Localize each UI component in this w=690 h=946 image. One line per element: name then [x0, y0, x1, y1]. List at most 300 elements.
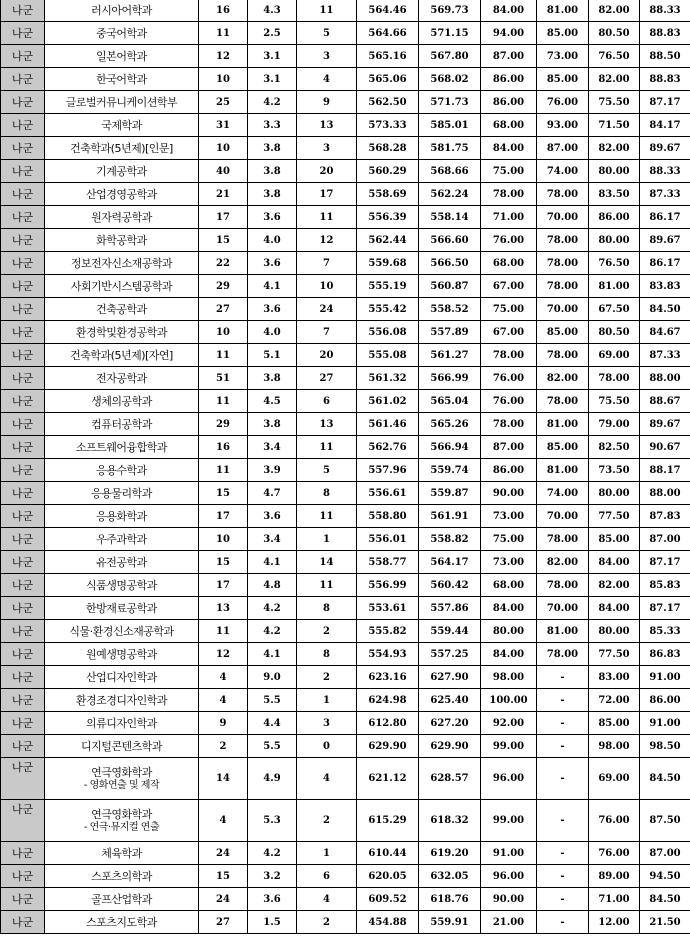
table-row	[1, 413, 690, 436]
group-cell: 나군	[1, 0, 45, 22]
value-cell-c8: 69.00	[589, 758, 640, 800]
value-cell-c4: 562.50	[357, 91, 419, 114]
value-cell-c1: 40	[199, 160, 248, 183]
department-name: 식품생명공학과	[86, 578, 157, 592]
value-cell-c4: 555.19	[357, 275, 419, 298]
value-cell-c3: 2	[297, 666, 357, 689]
value-cell-c5: 619.20	[419, 842, 481, 865]
department-cell	[45, 551, 199, 574]
department-cell	[45, 367, 199, 390]
value-cell-c9: 88.83	[640, 22, 690, 45]
value-cell-c3: 17	[297, 183, 357, 206]
value-cell-c8: 69.00	[589, 344, 640, 367]
group-cell: 나군	[1, 482, 45, 505]
department-cell	[45, 888, 199, 911]
value-cell-c6: 86.00	[481, 91, 537, 114]
value-cell-c6: 78.00	[481, 344, 537, 367]
value-cell-c5: 561.91	[419, 505, 481, 528]
value-cell-c4: 557.96	[357, 459, 419, 482]
value-cell-c1: 27	[199, 298, 248, 321]
department-name: 스포츠의학과	[91, 869, 152, 883]
value-cell-c2: 2.5	[248, 22, 297, 45]
value-cell-c8: 76.50	[589, 45, 640, 68]
value-cell-c9: 87.17	[640, 597, 690, 620]
department-name: 러시아어학과	[91, 3, 152, 17]
value-cell-c2: 4.5	[248, 390, 297, 413]
value-cell-c1: 22	[199, 252, 248, 275]
value-cell-c9: 89.67	[640, 229, 690, 252]
value-cell-c5: 559.87	[419, 482, 481, 505]
value-cell-c3: 12	[297, 229, 357, 252]
department-name: 사회기반시스템공학과	[70, 279, 173, 293]
group-cell: 나군	[1, 842, 45, 865]
value-cell-c3: 10	[297, 275, 357, 298]
value-cell-c6: 76.00	[481, 390, 537, 413]
value-cell-c3: 6	[297, 865, 357, 888]
value-cell-c1: 11	[199, 344, 248, 367]
table-row	[1, 344, 690, 367]
value-cell-c1: 17	[199, 206, 248, 229]
department-name: 식물·환경신소재공학과	[69, 624, 174, 638]
value-cell-c4: 554.93	[357, 643, 419, 666]
value-cell-c6: 68.00	[481, 114, 537, 137]
value-cell-c8: 77.50	[589, 505, 640, 528]
department-name: 산업디자인학과	[86, 670, 157, 684]
value-cell-c1: 14	[199, 758, 248, 800]
value-cell-c3: 11	[297, 574, 357, 597]
value-cell-c5: 564.17	[419, 551, 481, 574]
value-cell-c7: 78.00	[537, 183, 589, 206]
value-cell-c1: 10	[199, 321, 248, 344]
value-cell-c8: 78.00	[589, 367, 640, 390]
value-cell-c7: -	[537, 712, 589, 735]
value-cell-c9: 90.67	[640, 436, 690, 459]
group-cell: 나군	[1, 137, 45, 160]
department-name: 중국어학과	[96, 26, 147, 40]
value-cell-c2: 3.6	[248, 888, 297, 911]
department-cell	[45, 505, 199, 528]
value-cell-c9: 87.17	[640, 551, 690, 574]
value-cell-c1: 15	[199, 482, 248, 505]
department-track: - 영화연출 및 제작	[83, 779, 160, 791]
value-cell-c7: 74.00	[537, 160, 589, 183]
value-cell-c3: 1	[297, 689, 357, 712]
value-cell-c5: 557.25	[419, 643, 481, 666]
value-cell-c8: 75.50	[589, 91, 640, 114]
value-cell-c8: 83.00	[589, 666, 640, 689]
value-cell-c4: 559.68	[357, 252, 419, 275]
value-cell-c5: 569.73	[419, 0, 481, 22]
value-cell-c8: 71.50	[589, 114, 640, 137]
value-cell-c2: 3.6	[248, 298, 297, 321]
department-cell	[45, 459, 199, 482]
value-cell-c3: 24	[297, 298, 357, 321]
department-cell	[45, 800, 199, 842]
department-name: 산업경영공학과	[86, 187, 157, 201]
table-row	[1, 390, 690, 413]
value-cell-c9: 85.83	[640, 574, 690, 597]
value-cell-c4: 553.61	[357, 597, 419, 620]
value-cell-c8: 80.00	[589, 229, 640, 252]
group-cell: 나군	[1, 551, 45, 574]
group-cell: 나군	[1, 413, 45, 436]
group-cell: 나군	[1, 183, 45, 206]
department-name: 응용수학과	[96, 463, 147, 477]
value-cell-c2: 9.0	[248, 666, 297, 689]
value-cell-c5: 562.24	[419, 183, 481, 206]
value-cell-c2: 4.0	[248, 229, 297, 252]
value-cell-c9: 86.83	[640, 643, 690, 666]
department-cell	[45, 229, 199, 252]
value-cell-c3: 5	[297, 22, 357, 45]
value-cell-c3: 8	[297, 482, 357, 505]
department-cell	[45, 252, 199, 275]
value-cell-c3: 1	[297, 528, 357, 551]
value-cell-c3: 8	[297, 643, 357, 666]
value-cell-c9: 98.50	[640, 735, 690, 758]
value-cell-c3: 20	[297, 160, 357, 183]
value-cell-c9: 87.17	[640, 91, 690, 114]
value-cell-c2: 3.6	[248, 206, 297, 229]
department-track: - 연극·뮤지컬 연출	[83, 821, 160, 833]
value-cell-c3: 11	[297, 436, 357, 459]
value-cell-c6: 92.00	[481, 712, 537, 735]
value-cell-c1: 11	[199, 390, 248, 413]
group-cell: 나군	[1, 911, 45, 934]
value-cell-c9: 89.67	[640, 137, 690, 160]
department-name: 건축학과(5년제)[자연]	[70, 348, 173, 362]
value-cell-c4: 612.80	[357, 712, 419, 735]
value-cell-c8: 76.00	[589, 842, 640, 865]
value-cell-c1: 15	[199, 865, 248, 888]
department-name: 연극영화학과	[91, 765, 152, 779]
value-cell-c9: 91.00	[640, 666, 690, 689]
department-name: 한국어학과	[96, 72, 147, 86]
value-cell-c6: 90.00	[481, 888, 537, 911]
department-cell	[45, 0, 199, 22]
value-cell-c5: 558.52	[419, 298, 481, 321]
value-cell-c8: 72.00	[589, 689, 640, 712]
value-cell-c6: 76.00	[481, 367, 537, 390]
value-cell-c5: 557.89	[419, 321, 481, 344]
value-cell-c5: 559.74	[419, 459, 481, 482]
value-cell-c9: 88.00	[640, 482, 690, 505]
department-name: 일본어학과	[96, 49, 147, 63]
value-cell-c8: 12.00	[589, 911, 640, 934]
value-cell-c3: 5	[297, 459, 357, 482]
value-cell-c2: 3.6	[248, 505, 297, 528]
table-row	[1, 597, 690, 620]
value-cell-c7: 70.00	[537, 298, 589, 321]
value-cell-c4: 609.52	[357, 888, 419, 911]
group-cell: 나군	[1, 643, 45, 666]
table-row	[1, 275, 690, 298]
value-cell-c2: 5.3	[248, 800, 297, 842]
value-cell-c4: 454.88	[357, 911, 419, 934]
department-cell	[45, 758, 199, 800]
value-cell-c3: 11	[297, 206, 357, 229]
value-cell-c7: -	[537, 689, 589, 712]
table-row	[1, 758, 690, 800]
department-cell	[45, 436, 199, 459]
value-cell-c2: 3.8	[248, 413, 297, 436]
value-cell-c3: 6	[297, 390, 357, 413]
group-cell: 나군	[1, 865, 45, 888]
value-cell-c2: 4.1	[248, 551, 297, 574]
table-row	[1, 321, 690, 344]
value-cell-c9: 84.67	[640, 321, 690, 344]
value-cell-c7: -	[537, 666, 589, 689]
department-name: 건축학과(5년제)[인문]	[70, 141, 173, 155]
table-row	[1, 911, 690, 934]
value-cell-c8: 85.00	[589, 712, 640, 735]
value-cell-c2: 5.1	[248, 344, 297, 367]
value-cell-c3: 3	[297, 137, 357, 160]
value-cell-c8: 71.00	[589, 888, 640, 911]
value-cell-c4: 610.44	[357, 842, 419, 865]
value-cell-c6: 80.00	[481, 620, 537, 643]
value-cell-c6: 98.00	[481, 666, 537, 689]
value-cell-c3: 13	[297, 114, 357, 137]
value-cell-c5: 618.32	[419, 800, 481, 842]
value-cell-c1: 12	[199, 643, 248, 666]
value-cell-c8: 80.00	[589, 482, 640, 505]
value-cell-c3: 2	[297, 911, 357, 934]
value-cell-c1: 24	[199, 888, 248, 911]
value-cell-c6: 21.00	[481, 911, 537, 934]
department-name: 유전공학과	[96, 555, 147, 569]
value-cell-c7: 70.00	[537, 505, 589, 528]
value-cell-c6: 84.00	[481, 0, 537, 22]
value-cell-c3: 11	[297, 0, 357, 22]
department-name: 원예생명공학과	[86, 647, 157, 661]
value-cell-c9: 88.50	[640, 45, 690, 68]
value-cell-c1: 16	[199, 0, 248, 22]
group-cell: 나군	[1, 735, 45, 758]
value-cell-c8: 82.50	[589, 436, 640, 459]
value-cell-c9: 86.17	[640, 252, 690, 275]
table-row	[1, 865, 690, 888]
value-cell-c7: 78.00	[537, 574, 589, 597]
group-cell: 나군	[1, 459, 45, 482]
value-cell-c2: 5.5	[248, 735, 297, 758]
value-cell-c6: 71.00	[481, 206, 537, 229]
value-cell-c7: 76.00	[537, 91, 589, 114]
value-cell-c3: 7	[297, 252, 357, 275]
table-row	[1, 436, 690, 459]
group-cell: 나군	[1, 800, 45, 842]
value-cell-c2: 3.4	[248, 528, 297, 551]
value-cell-c8: 77.50	[589, 643, 640, 666]
value-cell-c1: 16	[199, 436, 248, 459]
value-cell-c1: 24	[199, 842, 248, 865]
value-cell-c2: 3.8	[248, 183, 297, 206]
value-cell-c2: 3.3	[248, 114, 297, 137]
table-row	[1, 183, 690, 206]
value-cell-c5: 561.27	[419, 344, 481, 367]
value-cell-c7: 93.00	[537, 114, 589, 137]
table-row	[1, 252, 690, 275]
value-cell-c4: 620.05	[357, 865, 419, 888]
value-cell-c4: 556.08	[357, 321, 419, 344]
value-cell-c4: 560.29	[357, 160, 419, 183]
value-cell-c7: 78.00	[537, 390, 589, 413]
value-cell-c8: 76.50	[589, 252, 640, 275]
value-cell-c5: 627.20	[419, 712, 481, 735]
value-cell-c9: 87.83	[640, 505, 690, 528]
value-cell-c8: 76.00	[589, 800, 640, 842]
value-cell-c6: 67.00	[481, 275, 537, 298]
value-cell-c5: 566.50	[419, 252, 481, 275]
value-cell-c7: 81.00	[537, 413, 589, 436]
value-cell-c3: 11	[297, 505, 357, 528]
value-cell-c5: 560.42	[419, 574, 481, 597]
value-cell-c7: -	[537, 735, 589, 758]
value-cell-c8: 85.00	[589, 528, 640, 551]
department-name: 화학공학과	[96, 233, 147, 247]
value-cell-c4: 558.77	[357, 551, 419, 574]
department-name: 생체의공학과	[91, 394, 152, 408]
value-cell-c1: 21	[199, 183, 248, 206]
value-cell-c1: 4	[199, 666, 248, 689]
table-row	[1, 666, 690, 689]
group-cell: 나군	[1, 712, 45, 735]
value-cell-c2: 4.1	[248, 643, 297, 666]
group-cell: 나군	[1, 528, 45, 551]
value-cell-c2: 3.4	[248, 436, 297, 459]
table-body	[1, 0, 690, 934]
value-cell-c8: 84.00	[589, 551, 640, 574]
group-cell: 나군	[1, 229, 45, 252]
department-cell	[45, 298, 199, 321]
value-cell-c4: 564.46	[357, 0, 419, 22]
group-cell: 나군	[1, 298, 45, 321]
value-cell-c4: 615.29	[357, 800, 419, 842]
value-cell-c3: 8	[297, 597, 357, 620]
value-cell-c1: 4	[199, 800, 248, 842]
value-cell-c6: 84.00	[481, 137, 537, 160]
value-cell-c2: 4.2	[248, 842, 297, 865]
value-cell-c5: 632.05	[419, 865, 481, 888]
value-cell-c8: 75.50	[589, 390, 640, 413]
value-cell-c2: 4.4	[248, 712, 297, 735]
value-cell-c6: 84.00	[481, 643, 537, 666]
group-cell: 나군	[1, 344, 45, 367]
value-cell-c2: 4.8	[248, 574, 297, 597]
value-cell-c1: 15	[199, 551, 248, 574]
value-cell-c5: 566.99	[419, 367, 481, 390]
group-cell: 나군	[1, 160, 45, 183]
value-cell-c1: 29	[199, 413, 248, 436]
group-cell: 나군	[1, 689, 45, 712]
value-cell-c5: 567.80	[419, 45, 481, 68]
value-cell-c5: 559.91	[419, 911, 481, 934]
value-cell-c4: 555.42	[357, 298, 419, 321]
value-cell-c9: 88.17	[640, 459, 690, 482]
value-cell-c5: 568.66	[419, 160, 481, 183]
value-cell-c2: 4.9	[248, 758, 297, 800]
department-cell	[45, 842, 199, 865]
value-cell-c6: 76.00	[481, 229, 537, 252]
value-cell-c4: 623.16	[357, 666, 419, 689]
value-cell-c6: 68.00	[481, 574, 537, 597]
value-cell-c3: 7	[297, 321, 357, 344]
value-cell-c5: 565.04	[419, 390, 481, 413]
value-cell-c6: 87.00	[481, 436, 537, 459]
value-cell-c1: 10	[199, 68, 248, 91]
value-cell-c6: 86.00	[481, 68, 537, 91]
table-row	[1, 712, 690, 735]
department-name: 디지털콘텐츠학과	[80, 739, 162, 753]
value-cell-c4: 561.46	[357, 413, 419, 436]
value-cell-c6: 75.00	[481, 298, 537, 321]
value-cell-c3: 27	[297, 367, 357, 390]
table-row	[1, 505, 690, 528]
value-cell-c7: 73.00	[537, 45, 589, 68]
value-cell-c7: 78.00	[537, 528, 589, 551]
value-cell-c2: 3.1	[248, 68, 297, 91]
value-cell-c8: 89.00	[589, 865, 640, 888]
value-cell-c7: -	[537, 800, 589, 842]
department-name: 국제학과	[101, 118, 142, 132]
department-cell	[45, 911, 199, 934]
value-cell-c3: 1	[297, 842, 357, 865]
value-cell-c4: 558.69	[357, 183, 419, 206]
group-cell: 나군	[1, 68, 45, 91]
value-cell-c4: 555.08	[357, 344, 419, 367]
value-cell-c9: 88.83	[640, 68, 690, 91]
value-cell-c1: 13	[199, 597, 248, 620]
value-cell-c2: 3.1	[248, 45, 297, 68]
table-row	[1, 842, 690, 865]
value-cell-c2: 3.8	[248, 367, 297, 390]
group-cell: 나군	[1, 275, 45, 298]
value-cell-c7: 78.00	[537, 275, 589, 298]
value-cell-c6: 91.00	[481, 842, 537, 865]
value-cell-c7: 85.00	[537, 68, 589, 91]
value-cell-c2: 1.5	[248, 911, 297, 934]
value-cell-c9: 88.33	[640, 0, 690, 22]
group-cell: 나군	[1, 22, 45, 45]
value-cell-c3: 4	[297, 758, 357, 800]
department-name: 원자력공학과	[91, 210, 152, 224]
value-cell-c9: 88.33	[640, 160, 690, 183]
value-cell-c9: 88.00	[640, 367, 690, 390]
department-cell	[45, 528, 199, 551]
value-cell-c8: 81.00	[589, 275, 640, 298]
value-cell-c8: 86.00	[589, 206, 640, 229]
value-cell-c6: 99.00	[481, 735, 537, 758]
value-cell-c3: 4	[297, 888, 357, 911]
value-cell-c1: 2	[199, 735, 248, 758]
value-cell-c9: 84.17	[640, 114, 690, 137]
group-cell: 나군	[1, 206, 45, 229]
department-name: 컴퓨터공학과	[91, 417, 152, 431]
department-name: 기계공학과	[96, 164, 147, 178]
value-cell-c1: 25	[199, 91, 248, 114]
group-cell: 나군	[1, 252, 45, 275]
value-cell-c6: 73.00	[481, 505, 537, 528]
value-cell-c9: 87.33	[640, 344, 690, 367]
value-cell-c7: 78.00	[537, 252, 589, 275]
value-cell-c8: 79.00	[589, 413, 640, 436]
value-cell-c4: 561.32	[357, 367, 419, 390]
table-row	[1, 91, 690, 114]
value-cell-c5: 627.90	[419, 666, 481, 689]
department-name: 체육학과	[101, 846, 142, 860]
table-row	[1, 643, 690, 666]
value-cell-c8: 80.00	[589, 620, 640, 643]
